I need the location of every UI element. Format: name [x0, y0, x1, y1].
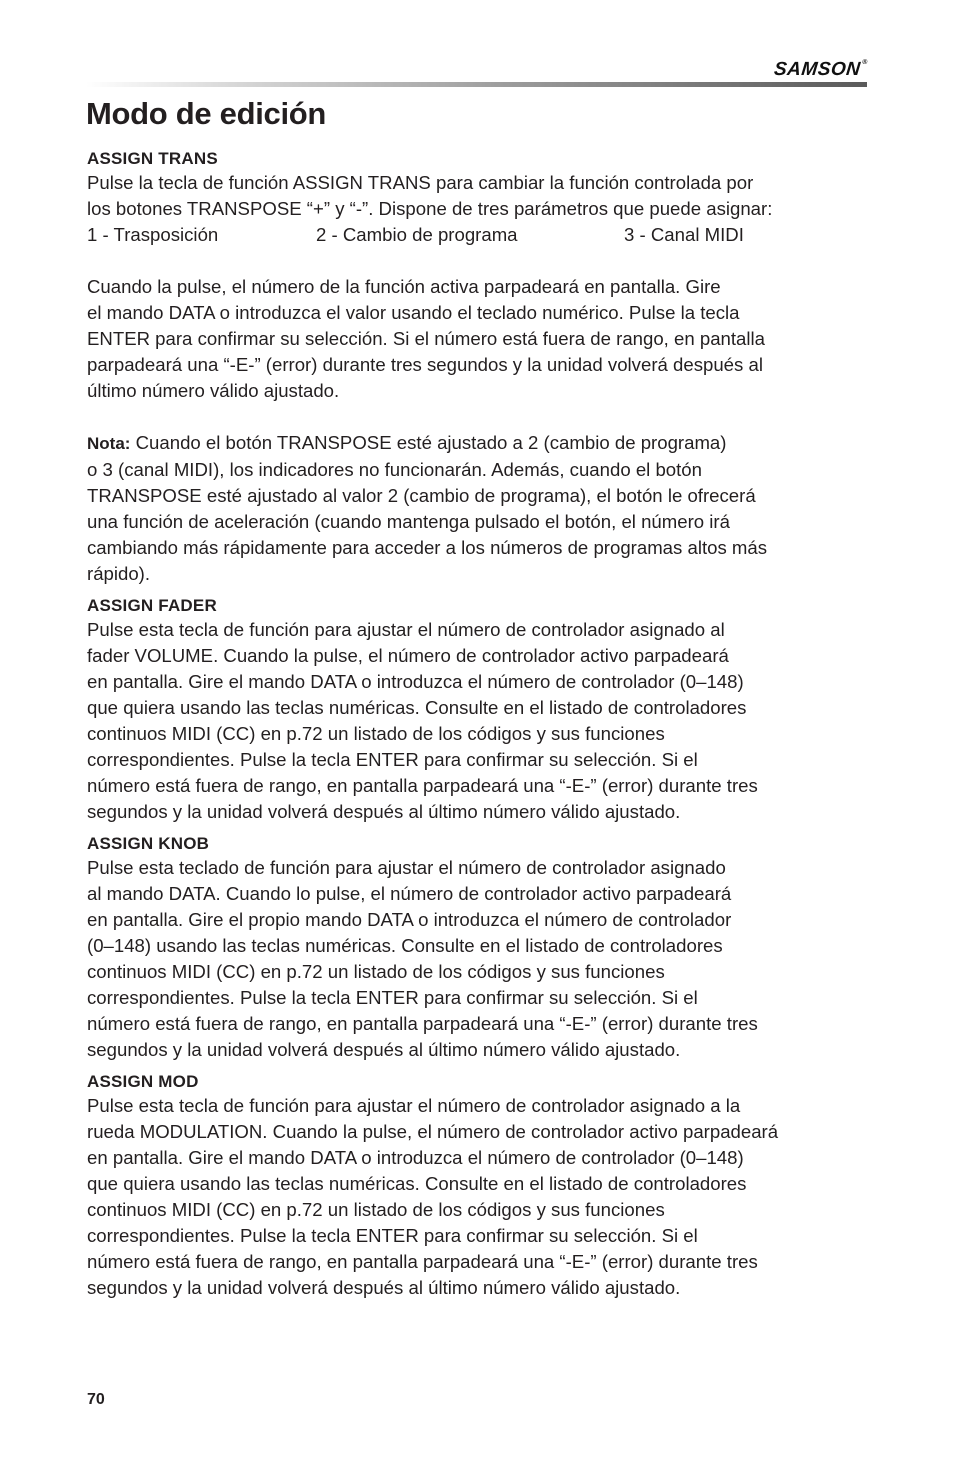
option-program-change: 2 - Cambio de programa	[316, 224, 518, 245]
paragraph-line: segundos y la unidad volverá después al último número válido ajustado.	[87, 1039, 681, 1060]
section-assign-fader	[87, 595, 877, 825]
paragraph-line: (0–148) usando las teclas numéricas. Consulte en el listado de controladores	[87, 935, 723, 956]
paragraph-line: Cuando la pulse, el número de la función activa parpadeará en pantalla. Gire	[87, 276, 721, 297]
paragraph-line: número está fuera de rango, en pantalla parpadeará una “-E-” (error) durante tres	[87, 1013, 758, 1034]
section-heading-assign-knob: ASSIGN KNOB	[87, 834, 210, 853]
paragraph-line: fader VOLUME. Cuando la pulse, el número de controlador activo parpadeará	[87, 645, 729, 666]
section-heading-assign-mod: ASSIGN MOD	[87, 1072, 199, 1091]
paragraph-line: correspondientes. Pulse la tecla ENTER para confirmar su selección. Si el	[87, 749, 698, 770]
paragraph-line: en pantalla. Gire el mando DATA o introduzca el número de controlador (0–148)	[87, 1147, 744, 1168]
paragraph-line: los botones TRANSPOSE “+” y “-”. Dispone de tres parámetros que puede asignar:	[87, 198, 773, 219]
section-assign-trans	[87, 148, 877, 587]
paragraph-line: correspondientes. Pulse la tecla ENTER para confirmar su selección. Si el	[87, 987, 698, 1008]
section-heading-assign-fader: ASSIGN FADER	[87, 596, 217, 615]
page-content	[87, 148, 877, 1301]
paragraph-line: Pulse esta tecla de función para ajustar el número de controlador asignado al	[87, 619, 725, 640]
trademark-symbol: ®	[861, 59, 869, 66]
page-number: 70	[87, 1391, 105, 1408]
samson-logo	[773, 59, 868, 81]
paragraph-line: continuos MIDI (CC) en p.72 un listado de los códigos y sus funciones	[87, 961, 665, 982]
section-heading-assign-trans: ASSIGN TRANS	[87, 149, 218, 168]
header-gradient-rule	[86, 82, 867, 87]
paragraph-line: TRANSPOSE esté ajustado al valor 2 (cambio de programa), el botón le ofrecerá	[87, 485, 756, 506]
paragraph-line: que quiera usando las teclas numéricas. Consulte en el listado de controladores	[87, 697, 747, 718]
note-first-line	[87, 430, 877, 457]
paragraph-line: parpadeará una “-E-” (error) durante tres segundos y la unidad volverá después al	[87, 354, 763, 375]
paragraph-line: número está fuera de rango, en pantalla parpadeará una “-E-” (error) durante tres	[87, 1251, 758, 1272]
paragraph-line: cambiando más rápidamente para acceder a los números de programas altos más	[87, 537, 768, 558]
paragraph-line: rueda MODULATION. Cuando la pulse, el número de controlador activo parpadeará	[87, 1121, 779, 1142]
paragraph-line: segundos y la unidad volverá después al último número válido ajustado.	[87, 801, 681, 822]
paragraph-line: último número válido ajustado.	[87, 380, 340, 401]
paragraph-line: ENTER para confirmar su selección. Si el número está fuera de rango, en pantalla	[87, 328, 765, 349]
transpose-options-list	[87, 222, 877, 248]
paragraph-line: segundos y la unidad volverá después al último número válido ajustado.	[87, 1277, 681, 1298]
section-assign-mod	[87, 1071, 877, 1301]
page-title: Modo de edición	[86, 96, 327, 131]
paragraph-line: el mando DATA o introduzca el valor usando el teclado numérico. Pulse la tecla	[87, 302, 740, 323]
paragraph-line: Pulse esta teclado de función para ajustar el número de controlador asignado	[87, 857, 726, 878]
paragraph-line: correspondientes. Pulse la tecla ENTER para confirmar su selección. Si el	[87, 1225, 698, 1246]
logo-text: SAMSON	[772, 59, 862, 80]
option-transposition: 1 - Trasposición	[87, 224, 219, 245]
option-midi-channel: 3 - Canal MIDI	[624, 224, 744, 245]
paragraph-line: que quiera usando las teclas numéricas. Consulte en el listado de controladores	[87, 1173, 747, 1194]
paragraph-line: en pantalla. Gire el propio mando DATA o introduzca el número de controlador	[87, 909, 732, 930]
paragraph-line: Pulse esta tecla de función para ajustar el número de controlador asignado a la	[87, 1095, 741, 1116]
paragraph-line: continuos MIDI (CC) en p.72 un listado de los códigos y sus funciones	[87, 1199, 665, 1220]
paragraph-line: o 3 (canal MIDI), los indicadores no funcionarán. Además, cuando el botón	[87, 459, 702, 480]
paragraph-line: en pantalla. Gire el mando DATA o introduzca el número de controlador (0–148)	[87, 671, 744, 692]
paragraph-line: rápido).	[87, 563, 151, 584]
note-label: Nota:	[87, 434, 131, 453]
paragraph-line: Pulse la tecla de función ASSIGN TRANS para cambiar la función controlada por	[87, 172, 754, 193]
paragraph-line: continuos MIDI (CC) en p.72 un listado de los códigos y sus funciones	[87, 723, 665, 744]
paragraph-line: número está fuera de rango, en pantalla parpadeará una “-E-” (error) durante tres	[87, 775, 758, 796]
paragraph-line: una función de aceleración (cuando mantenga pulsado el botón, el número irá	[87, 511, 730, 532]
section-assign-knob	[87, 833, 877, 1063]
paragraph-line: al mando DATA. Cuando lo pulse, el número de controlador activo parpadeará	[87, 883, 732, 904]
note-text: Cuando el botón TRANSPOSE esté ajustado a 2 (cambio de programa)	[130, 432, 727, 453]
